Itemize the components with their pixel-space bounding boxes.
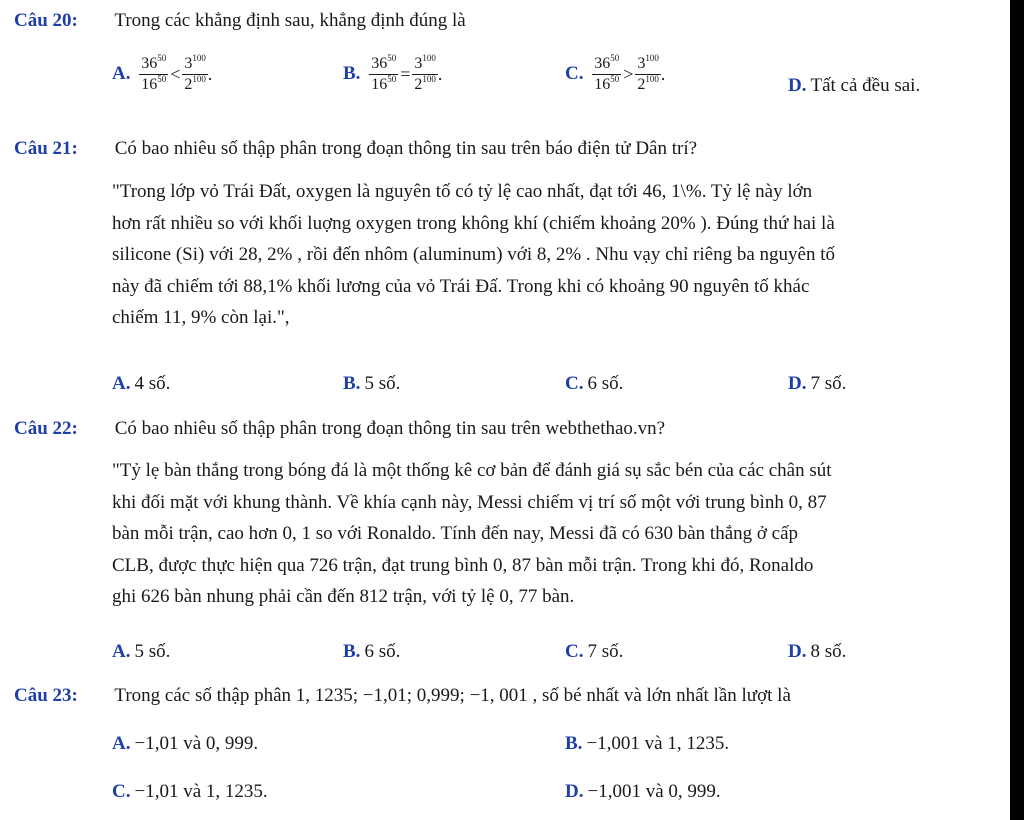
passage-line: ghi 626 bàn nhung phải cần đến 812 trận, với tỷ lệ 0, 77 bàn.: [112, 586, 575, 607]
question-23-header: [14, 685, 791, 707]
q21-option-a[interactable]: A. 4 số.: [112, 373, 171, 394]
option-letter: B.: [343, 62, 361, 84]
q23-option-d[interactable]: D. −1,001 và 0, 999.: [565, 781, 721, 802]
q21-passage: [112, 176, 1007, 334]
question-20-label: Câu 20:: [14, 10, 78, 31]
passage-line: CLB, được thực hiện qua 726 trận, đạt trung bình 0, 87 bàn mỗi trận. Trong khi đó, Ronaldo: [112, 554, 814, 576]
q22-option-b[interactable]: B. 6 số.: [343, 641, 401, 662]
q21-option-c[interactable]: C. 6 số.: [565, 373, 624, 394]
relation-symbol: =: [400, 64, 411, 84]
q21-option-b[interactable]: B. 5 số.: [343, 373, 401, 394]
relation-symbol: >: [623, 64, 634, 84]
fraction-3-2: $\frac{3^{100}}{2^{100}}$: [184, 53, 206, 93]
passage-line: bàn mỗi trận, cao hơn 0, 1 so với Ronaldo. Tính đến nay, Messi đã có 630 bàn thắng ở cấp: [112, 523, 799, 544]
passage-line: silicone (Si) với 28, 2% , rồi đến nhôm (aluminum) với 8, 2% . Nhu vạy chỉ riêng ba nguyên tố: [112, 244, 835, 265]
option-letter: A.: [112, 62, 131, 84]
q20-option-d[interactable]: [788, 75, 920, 97]
question-23-text: Trong các số thập phân 1, 1235; −1,01; 0,999; −1, 001 , số bé nhất và lớn nhất lần lượt là: [114, 685, 791, 706]
q20-option-b[interactable]: B. $\frac{36^{50}}{16^{50}}$ = $\frac{3^{100}}{2^{100}}$ .: [343, 53, 443, 93]
q20-option-c[interactable]: C. $\frac{36^{50}}{16^{50}}$ > $\frac{3^{100}}{2^{100}}$ .: [565, 53, 666, 93]
question-22-header: [14, 418, 665, 440]
fraction-3-2: $\frac{3^{100}}{2^{100}}$: [414, 53, 436, 93]
passage-line: chiếm 11, 9% còn lại.",: [112, 307, 290, 328]
q20-option-a[interactable]: A. $\frac{36^{50}}{16^{50}}$ < $\frac{3^{100}}{2^{100}}$ .: [112, 53, 213, 93]
question-20-header: [14, 10, 466, 32]
option-letter: D.: [788, 75, 807, 96]
question-20-text: Trong các khẳng định sau, khẳng định đúng là: [114, 10, 466, 31]
option-text: Tất cả đều sai.: [810, 75, 921, 96]
passage-line: hơn rất nhiều so với khối luợng oxygen trong không khí (chiếm khoảng 20% ). Đúng thứ hai là: [112, 212, 835, 234]
fraction-36-16: $\frac{36^{50}}{16^{50}}$: [371, 53, 397, 93]
question-21-text: Có bao nhiêu số thập phân trong đoạn thông tin sau trên báo điện tử Dân trí?: [114, 138, 698, 159]
question-21-header: [14, 138, 697, 160]
passage-line: này đã chiếm tới 88,1% khối lương của vỏ Trái Đấ. Trong khi có khoảng 90 nguyên tố khác: [112, 275, 810, 297]
relation-symbol: <: [170, 64, 181, 84]
q22-passage: [112, 455, 1007, 613]
q23-option-a[interactable]: A. −1,01 và 0, 999.: [112, 733, 259, 754]
fraction-3-2: $\frac{3^{100}}{2^{100}}$: [637, 53, 659, 93]
question-23-label: Câu 23:: [14, 685, 78, 706]
passage-line: khi đối mặt với khung thành. Về khía cạnh này, Messi chiếm vị trí số một với trung bình 0, 87: [112, 491, 827, 513]
question-22-text: Có bao nhiêu số thập phân trong đoạn thông tin sau trên webthethao.vn?: [114, 418, 666, 439]
question-22-label: Câu 22:: [14, 418, 78, 439]
q22-option-a[interactable]: A. 5 số.: [112, 641, 171, 662]
q21-option-d[interactable]: D. 7 số.: [788, 373, 847, 394]
q22-option-c[interactable]: C. 7 số.: [565, 641, 624, 662]
q22-option-d[interactable]: D. 8 số.: [788, 641, 847, 662]
question-21-label: Câu 21:: [14, 138, 78, 159]
q23-option-c[interactable]: C. −1,01 và 1, 1235.: [112, 781, 268, 802]
fraction-36-16: $\frac{36^{50}}{16^{50}}$: [594, 53, 620, 93]
fraction-36-16: $\frac{36^{50}}{16^{50}}$: [141, 53, 167, 93]
q23-option-b[interactable]: B. −1,001 và 1, 1235.: [565, 733, 730, 754]
option-letter: C.: [565, 62, 584, 84]
passage-line: "Trong lớp vỏ Trái Đất, oxygen là nguyên tố có tỷ lệ cao nhất, đạt tới 46, 1\%. Tỷ lệ này lớn: [112, 181, 813, 202]
passage-line: "Tỷ lẹ bàn thắng trong bóng đá là một thống kê cơ bản để đánh giá sụ sắc bén của các chân sút: [112, 460, 832, 481]
